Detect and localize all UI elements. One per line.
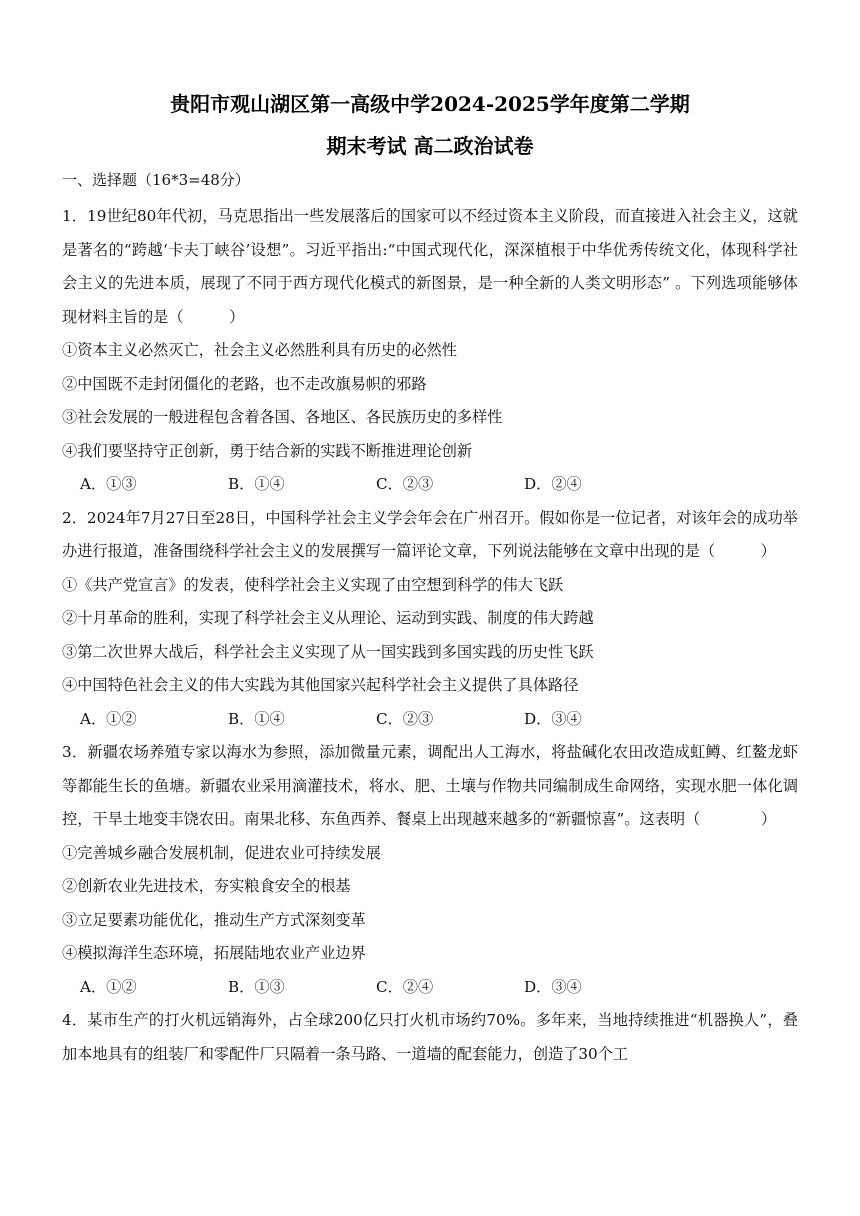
section-heading: 一、选择题（16*3=48分） — [62, 171, 250, 189]
question-1 — [62, 200, 798, 502]
question-statement: ①完善城乡融合发展机制，促进农业可持续发展 — [62, 843, 381, 862]
choice-a: A．①③ — [80, 475, 137, 493]
question-3 — [62, 736, 798, 1004]
question-statement: ③立足要素功能优化，推动生产方式深刻变革 — [62, 910, 366, 929]
question-stem: 1．19世纪80年代初，马克思指出一些发展落后的国家可以不经过资本主义阶段，而直接进入社会主义，这就是著名的“跨越‘卡夫丁峡谷’设想”。习近平指出:“中国式现代化，深深植根于中华优秀传统文化，体现科学社会主义的先进本质，展现了不同于西方现代化模式的新图景，是一种全新的人类文明形态” 。下列选项能够体现材料主旨的是（ ） — [62, 207, 798, 326]
exam-title-line1: 贵阳市观山湖区第一高级中学2024-2025学年度第二学期 — [170, 92, 690, 116]
choice-c: C．②④ — [376, 977, 434, 996]
question-statement: ③第二次世界大战后，科学社会主义实现了从一国实践到多国实践的历史性飞跃 — [62, 642, 594, 661]
question-4 — [62, 1004, 798, 1071]
answer-choices — [62, 468, 798, 502]
choice-b: B．①③ — [228, 977, 285, 996]
exam-title-line2: 期末考试 高二政治试卷 — [326, 134, 534, 158]
answer-choices — [62, 703, 798, 737]
question-stem: 2．2024年7月27日至28日，中国科学社会主义学会年会在广州召开。假如你是一位记者，对该年会的成功举办进行报道，准备围绕科学社会主义的发展撰写一篇评论文章，下列说法能够在文章中出现的是（ ） — [62, 508, 798, 560]
question-statement: ③社会发展的一般进程包含着各国、各地区、各民族历史的多样性 — [62, 408, 503, 426]
choice-b: B．①④ — [228, 475, 285, 493]
choice-c: C．②③ — [376, 475, 434, 493]
choice-d: D．③④ — [524, 977, 582, 996]
question-statement: ④模拟海洋生态环境，拓展陆地农业产业边界 — [62, 944, 366, 962]
question-statement: ④中国特色社会主义的伟大实践为其他国家兴起科学社会主义提供了具体路径 — [62, 676, 579, 694]
choice-c: C．②③ — [376, 709, 434, 728]
question-stem: 3．新疆农场养殖专家以海水为参照，添加微量元素，调配出人工海水，将盐碱化农田改造成虹鳟、红鳌龙虾等都能生长的鱼塘。新疆农业采用滴灌技术，将水、肥、土壤与作物共同编制成生命网络，实现水肥一体化调控，干旱土地变丰饶农田。南果北移、东鱼西养、餐桌上出现越来越多的“新疆惊喜”。这表明（ ） — [62, 743, 798, 828]
choice-a: A．①② — [80, 709, 137, 728]
choice-d: D．③④ — [524, 709, 582, 728]
answer-choices — [62, 971, 798, 1005]
question-statement: ②中国既不走封闭僵化的老路，也不走改旗易帜的邪路 — [62, 374, 427, 393]
question-statement: ①《共产党宣言》的发表，使科学社会主义实现了由空想到科学的伟大飞跃 — [62, 575, 564, 594]
choice-a: A．①② — [80, 977, 137, 996]
question-2 — [62, 502, 798, 737]
question-statement: ④我们要坚持守正创新，勇于结合新的实践不断推进理论创新 — [62, 441, 473, 460]
question-statement: ①资本主义必然灭亡，社会主义必然胜利具有历史的必然性 — [62, 341, 457, 359]
choice-b: B．①④ — [228, 709, 285, 728]
choice-d: D．②④ — [524, 475, 582, 493]
question-stem: 4．某市生产的打火机远销海外，占全球200亿只打火机市场约70%。多年来，当地持续推进“机器换人”，叠加本地具有的组装厂和零配件厂只隔着一条马路、一道墙的配套能力，创造了30个工 — [62, 1011, 798, 1063]
question-statement: ②十月革命的胜利，实现了科学社会主义从理论、运动到实践、制度的伟大跨越 — [62, 609, 594, 627]
question-statement: ②创新农业先进技术，夯实粮食安全的根基 — [62, 877, 351, 895]
